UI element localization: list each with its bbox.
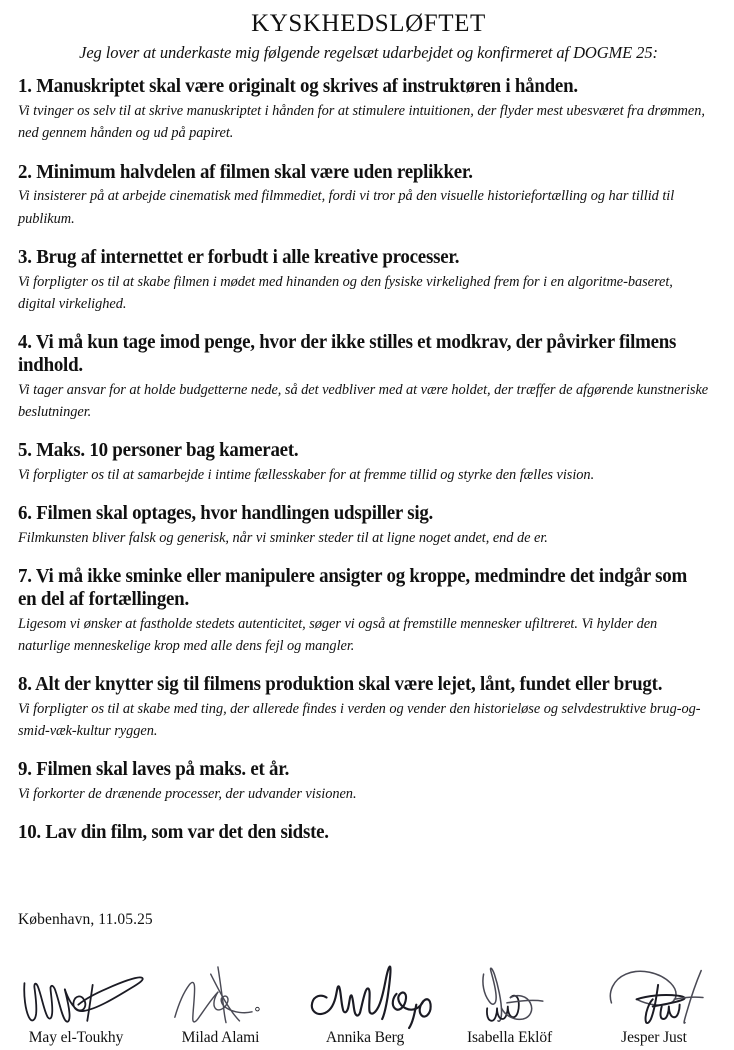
rule-item-2 — [18, 162, 719, 230]
rule-heading-10: 10. Lav din film, som var det den sidste. — [18, 821, 329, 843]
document-subtitle: Jeg lover at underkaste mig følgende regelsæt udarbejdet og konfirmeret af DOGME 25: — [79, 42, 658, 62]
page-title: KYSKHEDSLØFTET — [251, 10, 486, 37]
rule-item-7 — [18, 566, 719, 657]
rule-body-2: Vi insisterer på at arbejde cinematisk med filmmediet, fordi vi tror på den visuelle historiefortælling og har tillid til publikum. — [18, 188, 675, 227]
rule-body-9: Vi forkorter de drænende processer, der udvander visionen. — [18, 785, 357, 802]
signatory-5 — [584, 958, 724, 1046]
rule-heading-3: 3. Brug af internettet er forbudt i alle kreative processer. — [18, 246, 460, 268]
rule-item-9 — [18, 759, 719, 805]
signatory-1 — [6, 958, 146, 1046]
rule-body-3: Vi forpligter os til at skabe filmen i mødet med hinanden og den fysiske virkelighed frem for i en algoritme-baseret, digital virkelighed. — [18, 273, 673, 312]
rule-item-5 — [18, 440, 719, 486]
rule-heading-7: 7. Vi må ikke sminke eller manipulere ansigter og kroppe, medmindre det indgår som en del af fortællingen. — [18, 565, 687, 610]
handwritten-signature-icon — [151, 958, 301, 1028]
rule-item-6 — [18, 503, 719, 549]
signatory-name-4: Isabella Eklöf — [466, 1028, 553, 1046]
signatory-2 — [151, 958, 291, 1046]
place-and-date: København, 11.05.25 — [18, 911, 153, 928]
rule-body-4: Vi tager ansvar for at holde budgetterne nede, så det vedbliver med at være holdet, der træffer de afgørende kunstneriske beslutninger. — [18, 381, 709, 420]
rule-heading-2: 2. Minimum halvdelen af filmen skal være uden replikker. — [18, 161, 473, 183]
rule-item-1 — [18, 76, 719, 144]
rule-item-8 — [18, 674, 719, 742]
signature-block — [0, 905, 734, 1050]
rule-body-6: Filmkunsten bliver falsk og generisk, når vi sminker steder til at ligne noget andet, end de er. — [18, 529, 548, 546]
rule-body-1: Vi tvinger os selv til at skrive manuskriptet i hånden for at stimulere intuitionen, der flyder mest ubesværet fra drømmen, ned gennem hånden og ud på papiret. — [18, 103, 705, 142]
rule-heading-4: 4. Vi må kun tage imod penge, hvor der ikke stilles et modkrav, der påvirker filmens indhold. — [18, 331, 677, 376]
signatory-name-2: Milad Alami — [181, 1028, 260, 1046]
rule-item-4 — [18, 332, 719, 423]
rule-heading-5: 5. Maks. 10 personer bag kameraet. — [18, 439, 299, 461]
handwritten-signature-icon — [440, 958, 590, 1028]
rule-item-3 — [18, 247, 719, 315]
rule-body-7: Ligesom vi ønsker at fastholde stedets autenticitet, søger vi også at fremstille mennesker ufiltreret. Vi hylder den naturlige menneskelige krop med alle dens fejl og mangler. — [18, 615, 658, 654]
rule-body-8: Vi forpligter os til at skabe med ting, der allerede findes i verden og vender den historieløse og selvdestruktive brug-og-smid-væk-kultur ryggen. — [18, 700, 701, 739]
rule-heading-9: 9. Filmen skal laves på maks. et år. — [18, 759, 290, 780]
rule-heading-6: 6. Filmen skal optages, hvor handlingen udspiller sig. — [18, 502, 434, 524]
signatory-name-3: Annika Berg — [325, 1028, 405, 1046]
handwritten-signature-icon — [295, 958, 455, 1028]
handwritten-signature-icon — [6, 958, 156, 1028]
signatory-name-1: May el-Toukhy — [28, 1028, 124, 1046]
handwritten-signature-icon — [584, 958, 734, 1028]
signatory-name-5: Jesper Just — [621, 1028, 687, 1046]
signatory-row — [0, 938, 734, 1050]
rule-heading-8: 8. Alt der knytter sig til filmens produktion skal være lejet, lånt, fundet eller brugt. — [18, 673, 663, 695]
rule-body-5: Vi forpligter os til at samarbejde i intime fællesskaber for at fremme tillid og styrke den fælles vision. — [18, 466, 595, 483]
rule-heading-1: 1. Manuskriptet skal være originalt og skrives af instruktøren i hånden. — [18, 76, 578, 98]
rule-item-10 — [18, 822, 719, 845]
signatory-3 — [295, 958, 435, 1046]
signatory-4 — [440, 958, 580, 1046]
rules-list — [18, 76, 719, 844]
